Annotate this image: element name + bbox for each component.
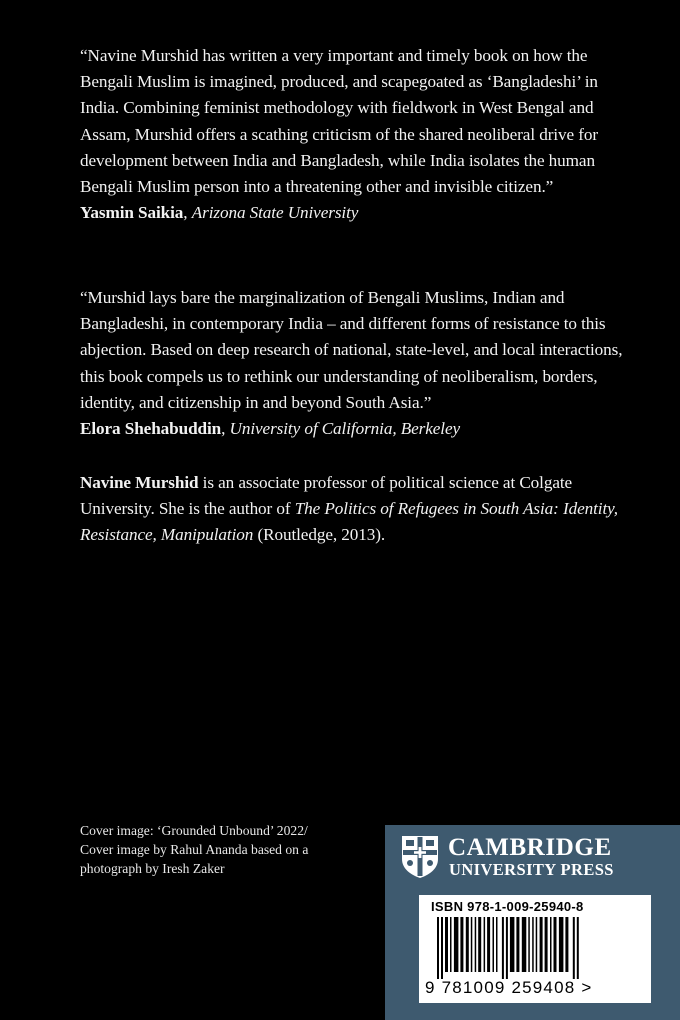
barcode-bar (554, 917, 557, 972)
barcode-bar (445, 917, 448, 972)
blurb-shehabuddin (80, 285, 640, 442)
bio-text-before: is an associate professor of political science at Colgate University. She is the author of (80, 473, 573, 519)
credit-line: Cover image: ‘Grounded Unbound’ 2022/ (80, 823, 308, 838)
barcode-bar (532, 917, 534, 972)
barcode-bar (496, 917, 498, 972)
blurb-quote: “Murshid lays bare the marginalization of Bengali Muslims, Indian and Bangladeshi, in contemporary India – and different forms of resistance to this abjection. Based on deep research of national, state-level, and local interactions, this book compels us to rethink our understanding of neoliberalism, borders, identity, and citizenship in and beyond South Asia.” (80, 288, 623, 412)
blurb-attribution: Yasmin Saikia, Arizona State University (80, 203, 359, 223)
barcode-bar (466, 917, 469, 972)
barcode-bar (545, 917, 548, 972)
reviewer-affiliation: Arizona State University (191, 203, 359, 223)
publisher-subname: UNIVERSITY PRESS (449, 860, 614, 879)
blurb-quote: “Navine Murshid has written a very important and timely book on how the Bengali Muslim is imagined, produced, and scapegoated as ‘Bangladeshi’ in India. Combining feminist methodology with fieldwork in West Bengal and Assam, Murshid offers a scathing criticism of the shared neoliberal drive for development between India and Bangladesh, while India isolates the human Bengali Muslim person into a threatening other and invisible citizen.” (80, 46, 598, 197)
credit-line: photograph by Iresh Zaker (80, 861, 225, 876)
barcode-bar (528, 917, 530, 972)
isbn-label: ISBN 978-1-009-25940-8 (431, 899, 584, 914)
barcode-bar (441, 917, 443, 979)
reviewer-name: Yasmin Saikia (80, 203, 184, 223)
barcode-bar (475, 917, 477, 972)
blurb-saikia (80, 43, 640, 226)
reviewer-affiliation: University of California, Berkeley (229, 419, 461, 439)
barcode-bars (437, 917, 637, 979)
barcode-bar (471, 917, 473, 972)
barcode-bar (437, 917, 439, 979)
barcode-bar (450, 917, 452, 972)
isbn-barcode (419, 895, 651, 1003)
barcode-bar (573, 917, 575, 979)
barcode-bar (484, 917, 486, 972)
barcode-bar (559, 917, 564, 972)
barcode-bar (565, 917, 568, 972)
cover-credits (80, 821, 370, 878)
cambridge-shield-icon (401, 835, 439, 879)
barcode-digits (425, 978, 647, 998)
barcode-bar (454, 917, 459, 972)
barcode-bar (493, 917, 495, 972)
author-bio (80, 470, 640, 549)
barcode-group-1: 781009 (441, 978, 506, 997)
barcode-bar (487, 917, 490, 972)
barcode-bar (502, 917, 504, 979)
barcode-bar (540, 917, 543, 972)
bio-text-after: (Routledge, 2013). (253, 525, 386, 545)
author-name: Navine Murshid (80, 473, 199, 492)
barcode-bar (522, 917, 527, 972)
barcode-bar (516, 917, 519, 972)
barcode-bar (510, 917, 515, 972)
credit-line: Cover image by Rahul Ananda based on a (80, 842, 309, 857)
barcode-first-digit: 9 (425, 978, 436, 997)
previous-book-title: The Politics of Refugees in South Asia: Identity, Resistance, Manipulation (80, 499, 618, 545)
publisher-name: CAMBRIDGE (448, 834, 612, 861)
reviewer-name: Elora Shehabuddin (80, 419, 222, 439)
barcode-end-mark: > (581, 978, 593, 997)
barcode-bar (536, 917, 538, 972)
barcode-group-2: 259408 (511, 978, 576, 997)
barcode-bar (550, 917, 552, 972)
barcode-bar (478, 917, 481, 972)
barcode-bar (460, 917, 463, 972)
blurb-attribution: Elora Shehabuddin, University of California, Berkeley (80, 419, 461, 439)
publisher-panel (385, 825, 680, 1020)
barcode-bar (506, 917, 508, 979)
bio-paragraph (80, 470, 640, 549)
barcode-bar (577, 917, 579, 979)
